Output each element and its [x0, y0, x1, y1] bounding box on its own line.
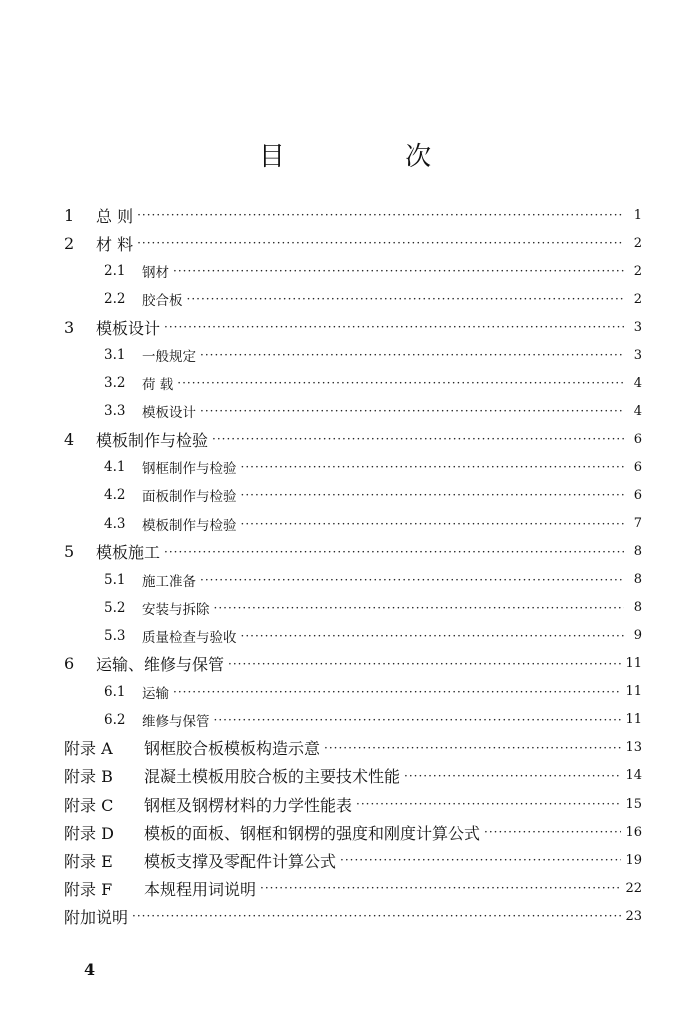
dot-leader [404, 769, 621, 783]
page-title: 目 次 [258, 142, 488, 172]
dot-leader [214, 601, 625, 615]
toc-entry [64, 790, 642, 818]
toc-entry-number: 附录 E [64, 851, 113, 871]
toc-entry-number: 4.2 [104, 487, 126, 504]
toc-entry-number: 6.1 [104, 683, 126, 700]
toc-entry-title: 施工准备 [142, 573, 196, 590]
dot-leader [228, 657, 621, 671]
dot-leader [241, 517, 625, 531]
toc-entry-title: 面板制作与检验 [142, 489, 237, 506]
toc-entry-page: 11 [625, 712, 642, 728]
toc-entry-number: 2.1 [104, 263, 126, 280]
toc-entry-page: 19 [625, 852, 642, 868]
toc-entry-page: 4 [633, 375, 642, 391]
toc-entry-page: 11 [625, 684, 642, 700]
toc-entry [64, 313, 642, 341]
toc-entry [64, 818, 642, 846]
toc-entry [64, 538, 642, 566]
toc-entry [64, 566, 642, 594]
toc-entry-number: 4 [64, 429, 75, 449]
toc-entry-title: 模板施工 [96, 543, 161, 563]
toc-entry-number: 附录 B [64, 767, 113, 787]
toc-entry-title: 钢框及钢楞材料的力学性能表 [144, 795, 353, 815]
toc-entry-title: 荷 载 [142, 377, 174, 394]
toc-entry-title: 模板制作与检验 [142, 517, 237, 534]
toc-entry-page: 9 [633, 628, 642, 644]
toc-entry-page: 4 [633, 403, 642, 419]
toc-entry [64, 678, 642, 706]
toc-entry-title: 安装与拆除 [142, 601, 210, 618]
dot-leader [260, 881, 621, 895]
toc-entry-title: 质量检查与验收 [142, 629, 237, 646]
toc-entry-page: 1 [633, 207, 642, 223]
dot-leader [200, 348, 624, 362]
toc-entry-page: 15 [625, 796, 642, 812]
dot-leader [173, 264, 624, 278]
toc-entry [64, 425, 642, 453]
toc-entry-page: 8 [633, 572, 642, 588]
dot-leader [324, 741, 621, 755]
toc-entry-number: 4.1 [104, 459, 126, 476]
toc-entry-number: 附录 C [64, 795, 114, 815]
dot-leader [137, 208, 624, 222]
toc-entry-title: 维修与保管 [142, 713, 210, 730]
dot-leader [200, 573, 624, 587]
toc-entry [64, 902, 642, 930]
toc-entry [64, 622, 642, 650]
toc-entry [64, 201, 642, 229]
toc-entry-title: 钢框胶合板模板构造示意 [144, 739, 321, 759]
toc-entry-page: 2 [633, 263, 642, 279]
dot-leader [173, 685, 621, 699]
toc-entry-page: 14 [625, 768, 642, 784]
toc-entry [64, 510, 642, 538]
toc-entry-number: 4.3 [104, 515, 126, 532]
toc-entry-title: 运输、维修与保管 [96, 655, 225, 675]
toc-entry-title: 附加说明 [64, 907, 129, 927]
dot-leader [187, 292, 625, 306]
toc-entry-title: 胶合板 [142, 293, 183, 310]
toc-entry-number: 附录 D [64, 823, 114, 843]
toc-entry [64, 257, 642, 285]
toc-entry-number: 5.2 [104, 599, 126, 616]
toc-entry-title: 运输 [142, 685, 169, 702]
toc-entry [64, 706, 642, 734]
toc-entry-title: 模板设计 [96, 318, 161, 338]
toc-entry-page: 2 [633, 291, 642, 307]
page-number: 4 [84, 960, 96, 979]
dot-leader [177, 376, 624, 390]
toc-entry-page: 6 [633, 459, 642, 475]
toc-entry-page: 23 [625, 908, 642, 924]
toc-entry-number: 附录 F [64, 879, 113, 899]
toc-entry-page: 7 [633, 516, 642, 532]
toc-entry-page: 8 [633, 600, 642, 616]
toc-entry-number: 3.1 [104, 347, 126, 364]
toc-entry [64, 397, 642, 425]
toc-entry-page: 3 [633, 319, 642, 335]
toc-entry-title: 本规程用词说明 [144, 879, 257, 899]
toc-entry [64, 341, 642, 369]
toc-entry-number: 5.3 [104, 627, 126, 644]
dot-leader [356, 797, 621, 811]
toc-entry-title: 钢框制作与检验 [142, 461, 237, 478]
toc-entry-title: 模板的面板、钢框和钢楞的强度和刚度计算公式 [144, 823, 481, 843]
toc-entry-number: 3 [64, 317, 75, 337]
toc-entry [64, 874, 642, 902]
dot-leader [164, 320, 624, 334]
toc-entry [64, 734, 642, 762]
table-of-contents [64, 201, 642, 930]
toc-entry-page: 3 [633, 347, 642, 363]
toc-entry-number: 5 [64, 542, 75, 562]
toc-entry [64, 229, 642, 257]
toc-entry-page: 11 [625, 656, 642, 672]
toc-entry-number: 6 [64, 654, 75, 674]
toc-entry-number: 2.2 [104, 291, 126, 308]
dot-leader [241, 488, 625, 502]
toc-entry-page: 8 [633, 544, 642, 560]
toc-entry [64, 650, 642, 678]
toc-entry-page: 22 [625, 880, 642, 896]
dot-leader [132, 909, 621, 923]
toc-entry-number: 附录 A [64, 739, 113, 759]
dot-leader [214, 713, 622, 727]
toc-entry [64, 846, 642, 874]
toc-entry [64, 762, 642, 790]
dot-leader [137, 236, 624, 250]
toc-entry-page: 6 [633, 431, 642, 447]
toc-entry-title: 模板支撑及零配件计算公式 [144, 851, 337, 871]
toc-entry-title: 材 料 [96, 234, 134, 254]
toc-entry [64, 285, 642, 313]
toc-entry [64, 594, 642, 622]
dot-leader [200, 404, 624, 418]
toc-entry-page: 6 [633, 487, 642, 503]
toc-entry-title: 总 则 [96, 206, 134, 226]
toc-entry-page: 2 [633, 235, 642, 251]
toc-entry [64, 453, 642, 481]
dot-leader [212, 432, 624, 446]
dot-leader [484, 825, 621, 839]
dot-leader [241, 460, 625, 474]
toc-entry-number: 1 [64, 205, 75, 225]
toc-entry-number: 3.2 [104, 375, 126, 392]
toc-entry-title: 一般规定 [142, 349, 196, 366]
toc-entry [64, 369, 642, 397]
toc-entry-page: 16 [625, 824, 642, 840]
dot-leader [241, 629, 625, 643]
toc-entry-title: 混凝土模板用胶合板的主要技术性能 [144, 767, 401, 787]
toc-entry-title: 钢材 [142, 265, 169, 282]
toc-entry [64, 481, 642, 509]
toc-entry-number: 2 [64, 233, 75, 253]
dot-leader [340, 853, 621, 867]
dot-leader [164, 545, 624, 559]
toc-entry-number: 5.1 [104, 571, 126, 588]
toc-entry-number: 3.3 [104, 403, 126, 420]
toc-entry-number: 6.2 [104, 711, 126, 728]
toc-entry-title: 模板设计 [142, 405, 196, 422]
toc-entry-title: 模板制作与检验 [96, 430, 209, 450]
toc-entry-page: 13 [625, 740, 642, 756]
